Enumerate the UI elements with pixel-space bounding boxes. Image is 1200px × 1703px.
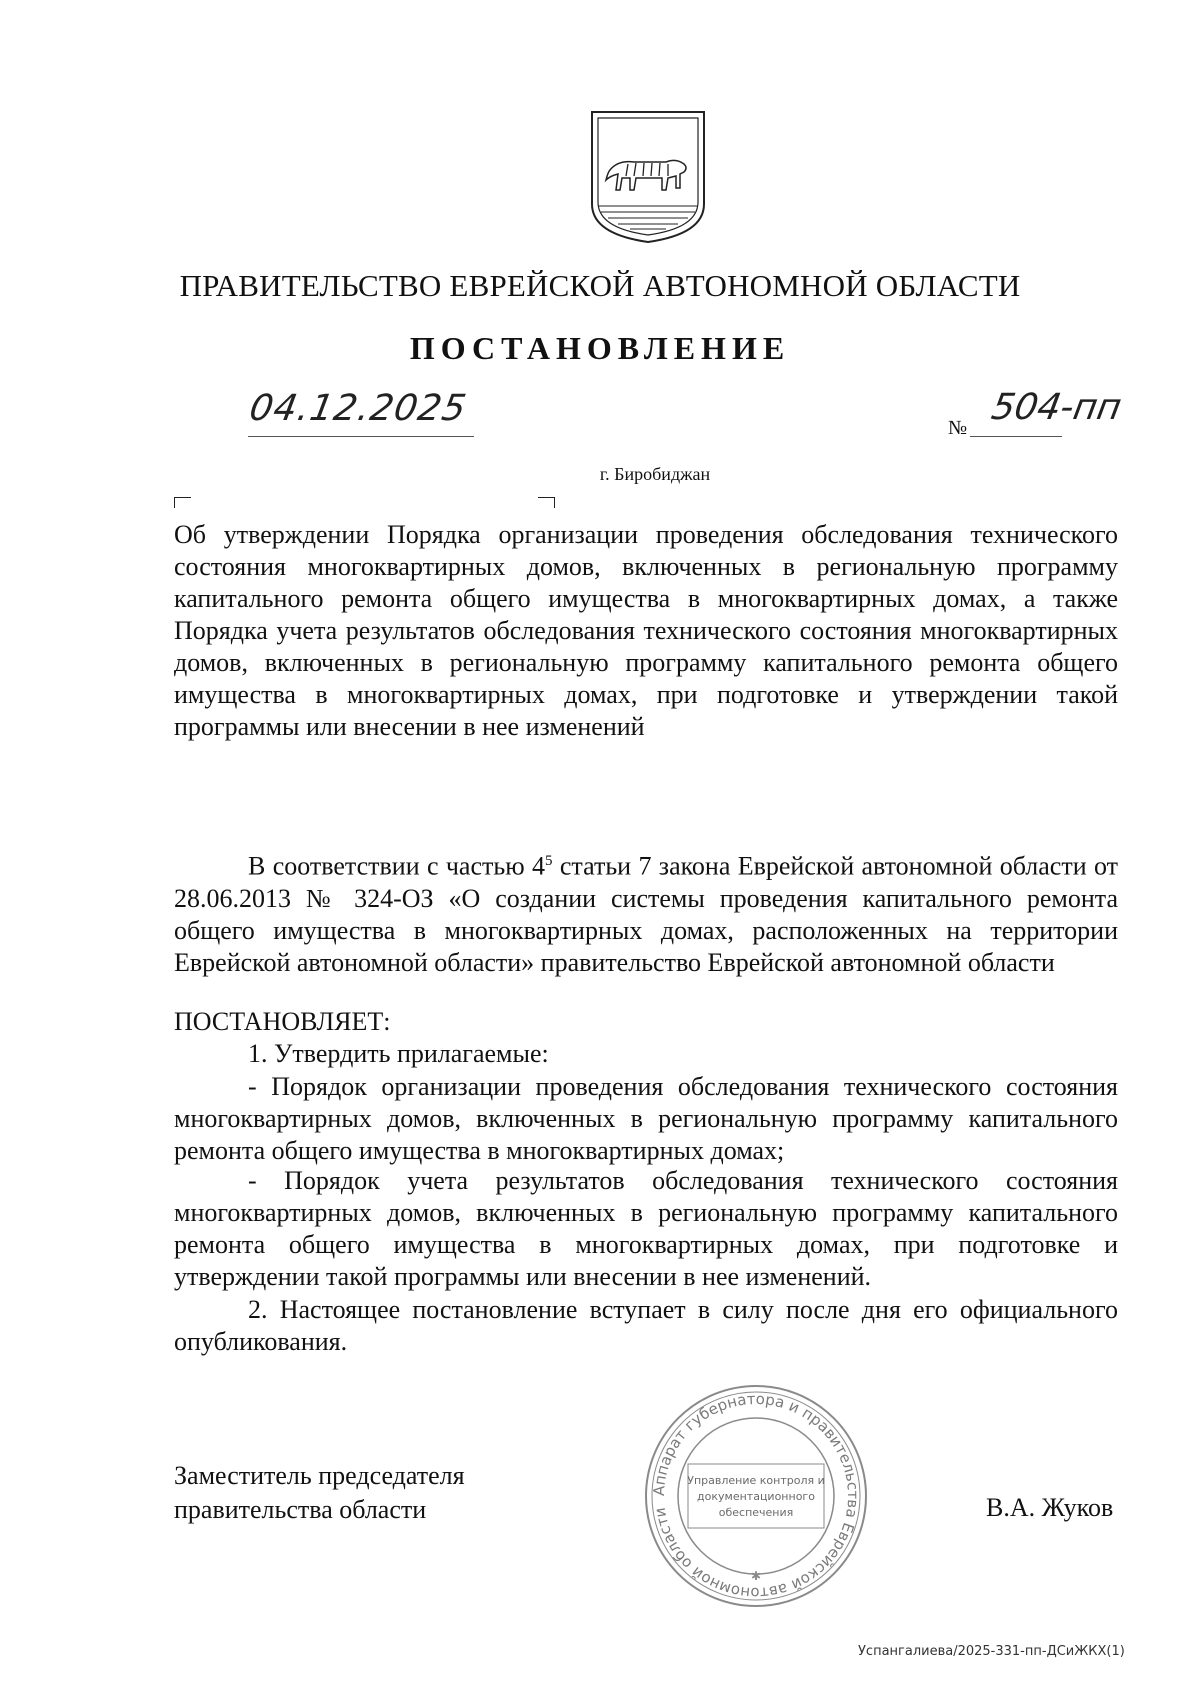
stamp-outer-text: Аппарат губернатора и правительства Еврейской автономной области [649,1389,863,1603]
footer-reference: Успангалиева/2025-331-пп-ДСиЖКХ(1) [858,1644,1125,1659]
document-number: 504-пп [988,387,1125,428]
document-subject: Об утверждении Порядка организации проведения обследования технического состояния многоквартирных домов, включенных в региональную программу капитального ремонта общего имущества в многоквартирных домах, а также Порядка учета результатов обследования технического состояния многоквартирных домов, включенных в региональную программу капитального ремонта общего имущества в многоквартирных домах, при подготовке и утверждении такой программы или внесении в нее изменений [174,520,1118,741]
item-1-a: - Порядок организации проведения обследования технического состояния многоквартирных домов, включенных в региональную программу капитального ремонта общего имущества в многоквартирных домах; [174,1072,1118,1165]
signer-name: В.А. Жуков [986,1493,1114,1522]
date-underline [248,436,474,437]
coat-of-arms-icon [588,108,708,246]
document-type-title: ПОСТАНОВЛЕНИЕ [409,330,791,366]
number-underline [970,436,1062,437]
item-1: 1. Утвердить прилагаемые: [248,1039,549,1068]
document-date: 04.12.2025 [246,388,470,429]
preamble-paragraph [174,845,1118,979]
resolves-heading: ПОСТАНОВЛЯЕТ: [174,1007,391,1036]
stamp-inner-line-3: обеспечения [718,1506,794,1519]
subject-bracket-right [538,497,555,508]
city-label: г. Биробиджан [599,464,711,484]
preamble-superscript: 5 [545,853,553,869]
signer-position-line-1: Заместитель председателя [174,1461,465,1490]
item-2: 2. Настоящее постановление вступает в силу после дня его официального опубликования. [174,1295,1118,1356]
stamp-inner-line-1: Управление контроля и [687,1474,825,1487]
stamp-inner-line-2: документационного [697,1490,815,1503]
stamp-star-icon: ✱ [750,1569,762,1583]
signer-position [174,1459,465,1527]
official-stamp [640,1380,872,1612]
item-1-b: - Порядок учета результатов обследования технического состояния многоквартирных домов, включенных в региональную программу капитального ремонта общего имущества в многоквартирных домах, при подготовке и утверждении такой программы или внесении в нее изменений. [174,1166,1118,1291]
number-label: № [948,417,968,439]
signer-position-line-2: правительства области [174,1495,427,1524]
government-title: ПРАВИТЕЛЬСТВО ЕВРЕЙСКОЙ АВТОНОМНОЙ ОБЛАСТИ [179,268,1021,303]
subject-bracket-left [174,497,191,508]
preamble-rest: статьи 7 закона Еврейской автономной области от 28.06.2013 № 324-ОЗ «О создании системы проведения капитального ремонта общего имущества в многоквартирных домах, расположенных на территории Еврейской автономной области» правительство Еврейской автономной области [174,851,1118,977]
preamble-start: В соответствии с частью 4 [248,851,546,881]
